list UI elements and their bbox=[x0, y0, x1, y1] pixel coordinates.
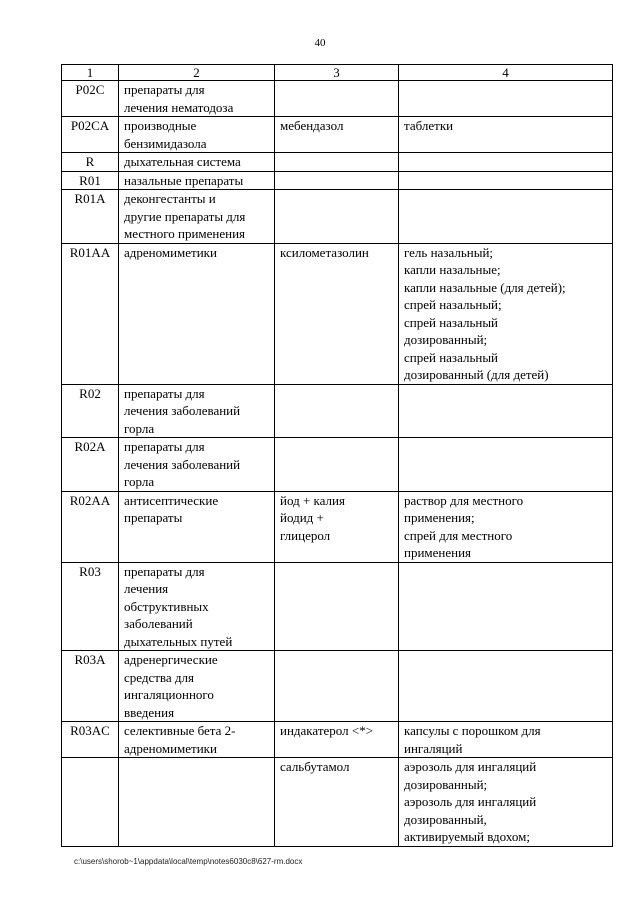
form-cell: гель назальный; капли назальные; капли назальные (для детей); спрей назальный; спрей назальный дозированный; спрей назальный дозированный (для детей) bbox=[399, 243, 613, 384]
name-cell: адренергические средства для ингаляционного введения bbox=[119, 651, 275, 722]
form-cell bbox=[399, 438, 613, 492]
table-row bbox=[62, 651, 613, 722]
name-cell: назальные препараты bbox=[119, 171, 275, 190]
header-cell-code: 1 bbox=[62, 65, 119, 81]
footer-file-path: c:\users\shorob~1\appdata\local\temp\notes6030c8\627-rm.docx bbox=[74, 857, 303, 866]
code-cell: R02 bbox=[62, 384, 119, 438]
form-cell bbox=[399, 190, 613, 244]
name-cell: препараты для лечения заболеваний горла bbox=[119, 438, 275, 492]
table-row bbox=[62, 153, 613, 172]
name-cell: производные бензимидазола bbox=[119, 117, 275, 153]
substance-cell bbox=[275, 562, 399, 651]
code-cell: R03A bbox=[62, 651, 119, 722]
table-row bbox=[62, 243, 613, 384]
form-cell bbox=[399, 562, 613, 651]
substance-cell: мебендазол bbox=[275, 117, 399, 153]
substance-cell: индакатерол <*> bbox=[275, 722, 399, 758]
substance-cell: сальбутамол bbox=[275, 758, 399, 847]
substance-cell bbox=[275, 384, 399, 438]
form-cell: таблетки bbox=[399, 117, 613, 153]
form-cell bbox=[399, 651, 613, 722]
form-cell bbox=[399, 153, 613, 172]
code-cell: R02A bbox=[62, 438, 119, 492]
table-row bbox=[62, 562, 613, 651]
drug-table bbox=[61, 64, 613, 847]
table-body bbox=[62, 81, 613, 847]
header-cell-name: 2 bbox=[119, 65, 275, 81]
header-cell-form: 4 bbox=[399, 65, 613, 81]
name-cell bbox=[119, 758, 275, 847]
substance-cell bbox=[275, 190, 399, 244]
table-header-row bbox=[62, 65, 613, 81]
table-row bbox=[62, 171, 613, 190]
form-cell: аэрозоль для ингаляций дозированный; аэрозоль для ингаляций дозированный, активируемый вдохом; bbox=[399, 758, 613, 847]
code-cell: R03 bbox=[62, 562, 119, 651]
table-row bbox=[62, 81, 613, 117]
name-cell: антисептические препараты bbox=[119, 491, 275, 562]
table-row bbox=[62, 384, 613, 438]
substance-cell: ксилометазолин bbox=[275, 243, 399, 384]
name-cell: деконгестанты и другие препараты для местного применения bbox=[119, 190, 275, 244]
name-cell: селективные бета 2- адреномиметики bbox=[119, 722, 275, 758]
table-row bbox=[62, 491, 613, 562]
code-cell: P02CA bbox=[62, 117, 119, 153]
table-row bbox=[62, 722, 613, 758]
code-cell: R01AA bbox=[62, 243, 119, 384]
substance-cell bbox=[275, 438, 399, 492]
header-cell-substance: 3 bbox=[275, 65, 399, 81]
form-cell: капсулы с порошком для ингаляций bbox=[399, 722, 613, 758]
code-cell bbox=[62, 758, 119, 847]
substance-cell: йод + калия йодид + глицерол bbox=[275, 491, 399, 562]
name-cell: препараты для лечения заболеваний горла bbox=[119, 384, 275, 438]
code-cell: P02C bbox=[62, 81, 119, 117]
form-cell bbox=[399, 171, 613, 190]
substance-cell bbox=[275, 171, 399, 190]
table-row bbox=[62, 190, 613, 244]
substance-cell bbox=[275, 81, 399, 117]
table-row bbox=[62, 758, 613, 847]
page-number: 40 bbox=[314, 37, 326, 49]
code-cell: R01A bbox=[62, 190, 119, 244]
table-row bbox=[62, 117, 613, 153]
substance-cell bbox=[275, 651, 399, 722]
form-cell: раствор для местного применения; спрей для местного применения bbox=[399, 491, 613, 562]
form-cell bbox=[399, 81, 613, 117]
name-cell: адреномиметики bbox=[119, 243, 275, 384]
code-cell: R03AC bbox=[62, 722, 119, 758]
name-cell: препараты для лечения нематодоза bbox=[119, 81, 275, 117]
code-cell: R bbox=[62, 153, 119, 172]
code-cell: R02AA bbox=[62, 491, 119, 562]
name-cell: дыхательная система bbox=[119, 153, 275, 172]
table-row bbox=[62, 438, 613, 492]
substance-cell bbox=[275, 153, 399, 172]
form-cell bbox=[399, 384, 613, 438]
name-cell: препараты для лечения обструктивных заболеваний дыхательных путей bbox=[119, 562, 275, 651]
code-cell: R01 bbox=[62, 171, 119, 190]
